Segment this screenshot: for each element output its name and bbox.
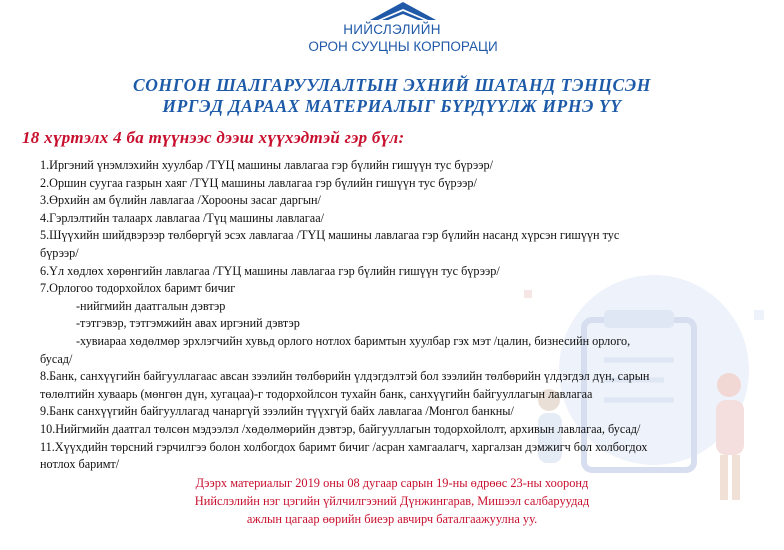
- list-item-continuation: бусад/: [40, 351, 73, 366]
- list-item: 7.Орлогоо тодорхойлох баримт бичиг: [40, 281, 236, 296]
- notice-line2: Нийслэлийн нэг цэгийн үйлчилгээний Дүнжингарав, Мишээл салбаруудад: [194, 494, 590, 508]
- list-subitem: -нийгмийн даатгалын дэвтэр: [76, 298, 226, 313]
- list-item: 8.Банк, санхүүгийн байгууллагаас авсан зээлийн төлбөрийн үлдэгдэлтэй бол зээлийн төлбөрийн үлдэгдэл дүн, сарын: [40, 369, 650, 384]
- logo-text-line1: НИЙСЛЭЛИЙН: [343, 22, 441, 37]
- list-item-continuation: бүрээр/: [40, 245, 79, 260]
- list-item: 4.Гэрлэлтийн талаарх лавлагаа /Түц машины лавлагаа/: [40, 210, 325, 225]
- list-item: 1.Иргэний үнэмлэхийн хуулбар /ТҮЦ машины лавлагаа гэр бүлийн гишүүн тус бүрээр/: [40, 158, 493, 172]
- list-item-continuation: нотлох баримт/: [40, 457, 120, 472]
- list-item: 9.Банк санхүүгийн байгууллагад чанаргүй зээлийн түүхгүй байх лавлагаа /Монгол банкны/: [40, 404, 514, 419]
- list-item: 3.Өрхийн ам бүлийн лавлагаа /Хорооны засаг даргын/: [40, 193, 321, 208]
- list-item: 6.Үл хөдлөх хөрөнгийн лавлагаа /ТҮЦ машины лавлагаа гэр бүлийн гишүүн тус бүрээр/: [40, 263, 500, 278]
- list-subitem: -хувиараа хөдөлмөр эрхлэгчийн хувьд орлого нотлох баримтын хуулбар гэх мэт /цалин, бизнесийн орлого,: [76, 333, 631, 348]
- list-item-continuation: төлөлтийн хуваарь (мөнгөн дүн, хугацаа)-г тодорхойлсон тухайн банк, санхүүгийн байгууллагын лавлагаа: [40, 386, 593, 401]
- list-item: 5.Шүүхийн шийдвэрээр төлбөргүй эсэх лавлагаа /ТҮЦ машины лавлагаа гэр бүлийн насанд хүрсэн гишүүн тус: [40, 228, 620, 243]
- section-subheading: 18 хүртэлх 4 ба түүнээс дээш хүүхэдтэй гэр бүл:: [22, 128, 405, 147]
- list-item: 11.Хүүхдийн төрсний гэрчилгээ болон холбогдох баримт бичиг /асран хамгаалагч, харгалзан дэмжигч бол холбогдох: [40, 439, 648, 454]
- list-subitem: -тэтгэвэр, тэтгэмжийн авах иргэний дэвтэр: [76, 316, 300, 331]
- requirements-list: [40, 157, 778, 474]
- corporation-logo: [0, 0, 784, 60]
- list-item: 2.Оршин суугаа газрын хаяг /ТҮЦ машины лавлагаа гэр бүлийн гишүүн тус бүрээр/: [40, 175, 477, 190]
- notice-line1: Дээрх материалыг 2019 оны 08 дугаар сарын 19-ны өдрөөс 23-ны хооронд: [195, 476, 589, 490]
- roof-logo-icon: [368, 0, 438, 22]
- list-item: 10.Нийгмийн даатгал төлсөн мэдээлэл /хөдөлмөрийн дэвтэр, байгууллагын тодорхойлолт, архивын лавлагаа, бусад/: [40, 421, 641, 436]
- page-title-line2: ИРГЭД ДАРААХ МАТЕРИАЛЫГ БҮРДҮҮЛЖ ИРНЭ ҮҮ: [162, 96, 622, 116]
- logo-text-line2: ОРОН СУУЦНЫ КОРПОРАЦИ: [308, 39, 498, 54]
- page-title-line1: СОНГОН ШАЛГАРУУЛАЛТЫН ЭХНИЙ ШАТАНД ТЭНЦСЭН: [132, 75, 651, 95]
- notice-line3: ажлын цагаар өөрийн биеэр авчирч баталгаажуулна уу.: [246, 512, 538, 526]
